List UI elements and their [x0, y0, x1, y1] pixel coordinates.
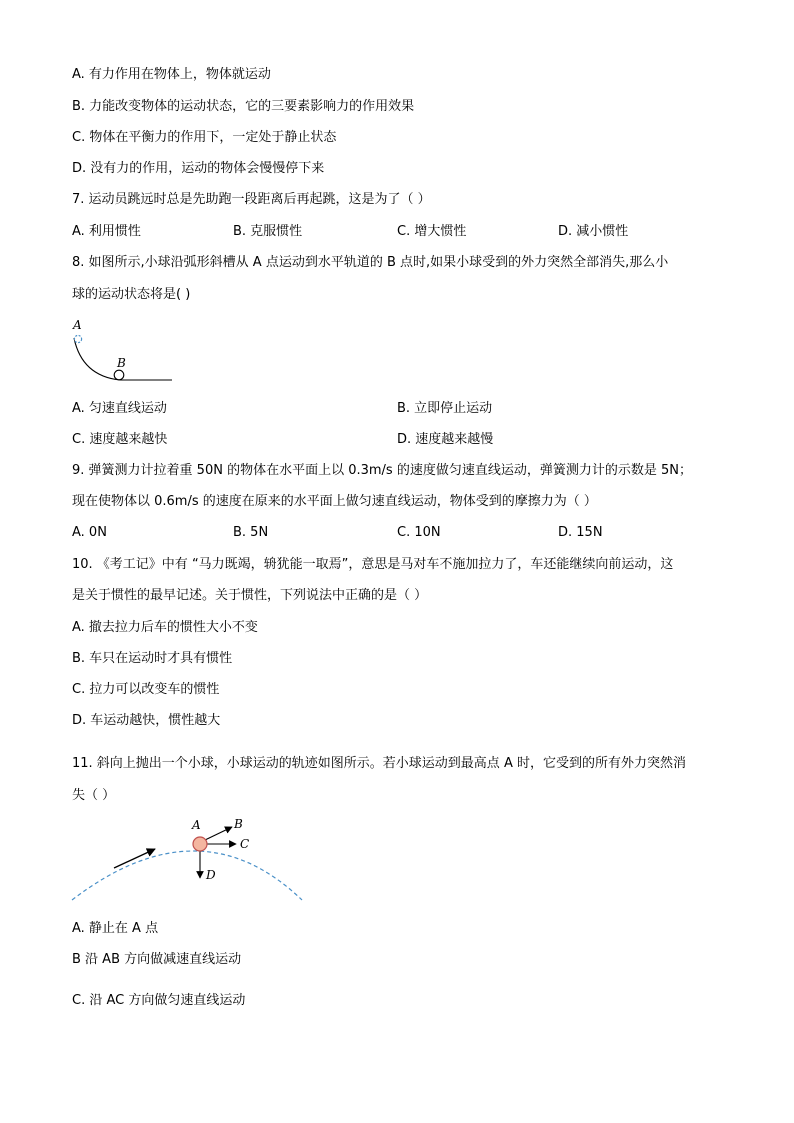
q8-stem-line1: 8. 如图所示,小球沿弧形斜槽从 A 点运动到水平轨道的 B 点时,如果小球受到的外力突然全部消失,那么小	[72, 255, 669, 270]
q7-stem: 7. 运动员跳远时总是先助跑一段距离后再起跳，这是为了（ ）	[72, 192, 431, 207]
q11-stem-line1: 11. 斜向上抛出一个小球，小球运动的轨迹如图所示。若小球运动到最高点 A 时，它受到的所有外力突然消	[72, 756, 686, 771]
trajectory-curve	[72, 851, 302, 900]
q9-option-b: B. 5N	[233, 525, 269, 540]
q8-option-b: B. 立即停止运动	[397, 401, 493, 416]
ball-at-a	[193, 837, 207, 851]
q9-stem-line2: 现在使物体以 0.6m/s 的速度在原来的水平面上做匀速直线运动，物体受到的摩擦力为（ ）	[72, 494, 597, 509]
q6-option-b: B. 力能改变物体的运动状态，它的三要素影响力的作用效果	[72, 99, 415, 114]
q9-option-a: A. 0N	[72, 525, 107, 540]
label-c: C	[240, 837, 250, 851]
label-d: D	[206, 868, 216, 882]
q8-figure	[66, 316, 186, 388]
q11-figure	[66, 812, 310, 910]
q9-stem-line1: 9. 弹簧测力计拉着重 50N 的物体在水平面上以 0.3m/s 的速度做匀速直线运动，弹簧测力计的示数是 5N；	[72, 463, 692, 478]
q10-stem-line1: 10. 《考工记》中有 “马力既竭，辀犹能一取焉”，意思是马对车不施加拉力了，车还能继续向前运动，这	[72, 557, 674, 572]
q8-stem-line2: 球的运动状态将是( )	[72, 287, 191, 302]
q9-option-d: D. 15N	[558, 525, 603, 540]
q7-option-d: D. 减小惯性	[558, 224, 629, 239]
label-a: A	[192, 818, 201, 832]
q6-option-a: A. 有力作用在物体上，物体就运动	[72, 67, 271, 82]
ball-at-b	[114, 370, 124, 380]
q10-option-b: B. 车只在运动时才具有惯性	[72, 651, 233, 666]
q7-option-a: A. 利用惯性	[72, 224, 141, 239]
label-b: B	[234, 817, 243, 831]
q10-option-a: A. 撤去拉力后车的惯性大小不变	[72, 620, 258, 635]
q7-option-c: C. 增大惯性	[397, 224, 467, 239]
q11-option-a: A. 静止在 A 点	[72, 921, 159, 936]
q6-option-c: C. 物体在平衡力的作用下，一定处于静止状态	[72, 130, 337, 145]
q11-stem-line2: 失（ ）	[72, 788, 116, 803]
q6-option-d: D. 没有力的作用，运动的物体会慢慢停下来	[72, 161, 325, 176]
curved-track	[74, 338, 120, 380]
label-a: A	[73, 318, 82, 332]
q7-option-b: B. 克服惯性	[233, 224, 303, 239]
q8-option-a: A. 匀速直线运动	[72, 401, 167, 416]
q10-option-d: D. 车运动越快，惯性越大	[72, 713, 221, 728]
q11-option-b: B 沿 AB 方向做减速直线运动	[72, 952, 242, 967]
q8-option-c: C. 速度越来越快	[72, 432, 168, 447]
q8-option-d: D. 速度越来越慢	[397, 432, 494, 447]
label-b: B	[117, 356, 126, 370]
q9-option-c: C. 10N	[397, 525, 441, 540]
ball-at-a	[74, 335, 81, 342]
q10-option-c: C. 拉力可以改变车的惯性	[72, 682, 220, 697]
q11-option-c: C. 沿 AC 方向做匀速直线运动	[72, 993, 246, 1008]
arrow-ab	[205, 827, 232, 840]
q10-stem-line2: 是关于惯性的最早记述。关于惯性，下列说法中正确的是（ ）	[72, 588, 428, 603]
